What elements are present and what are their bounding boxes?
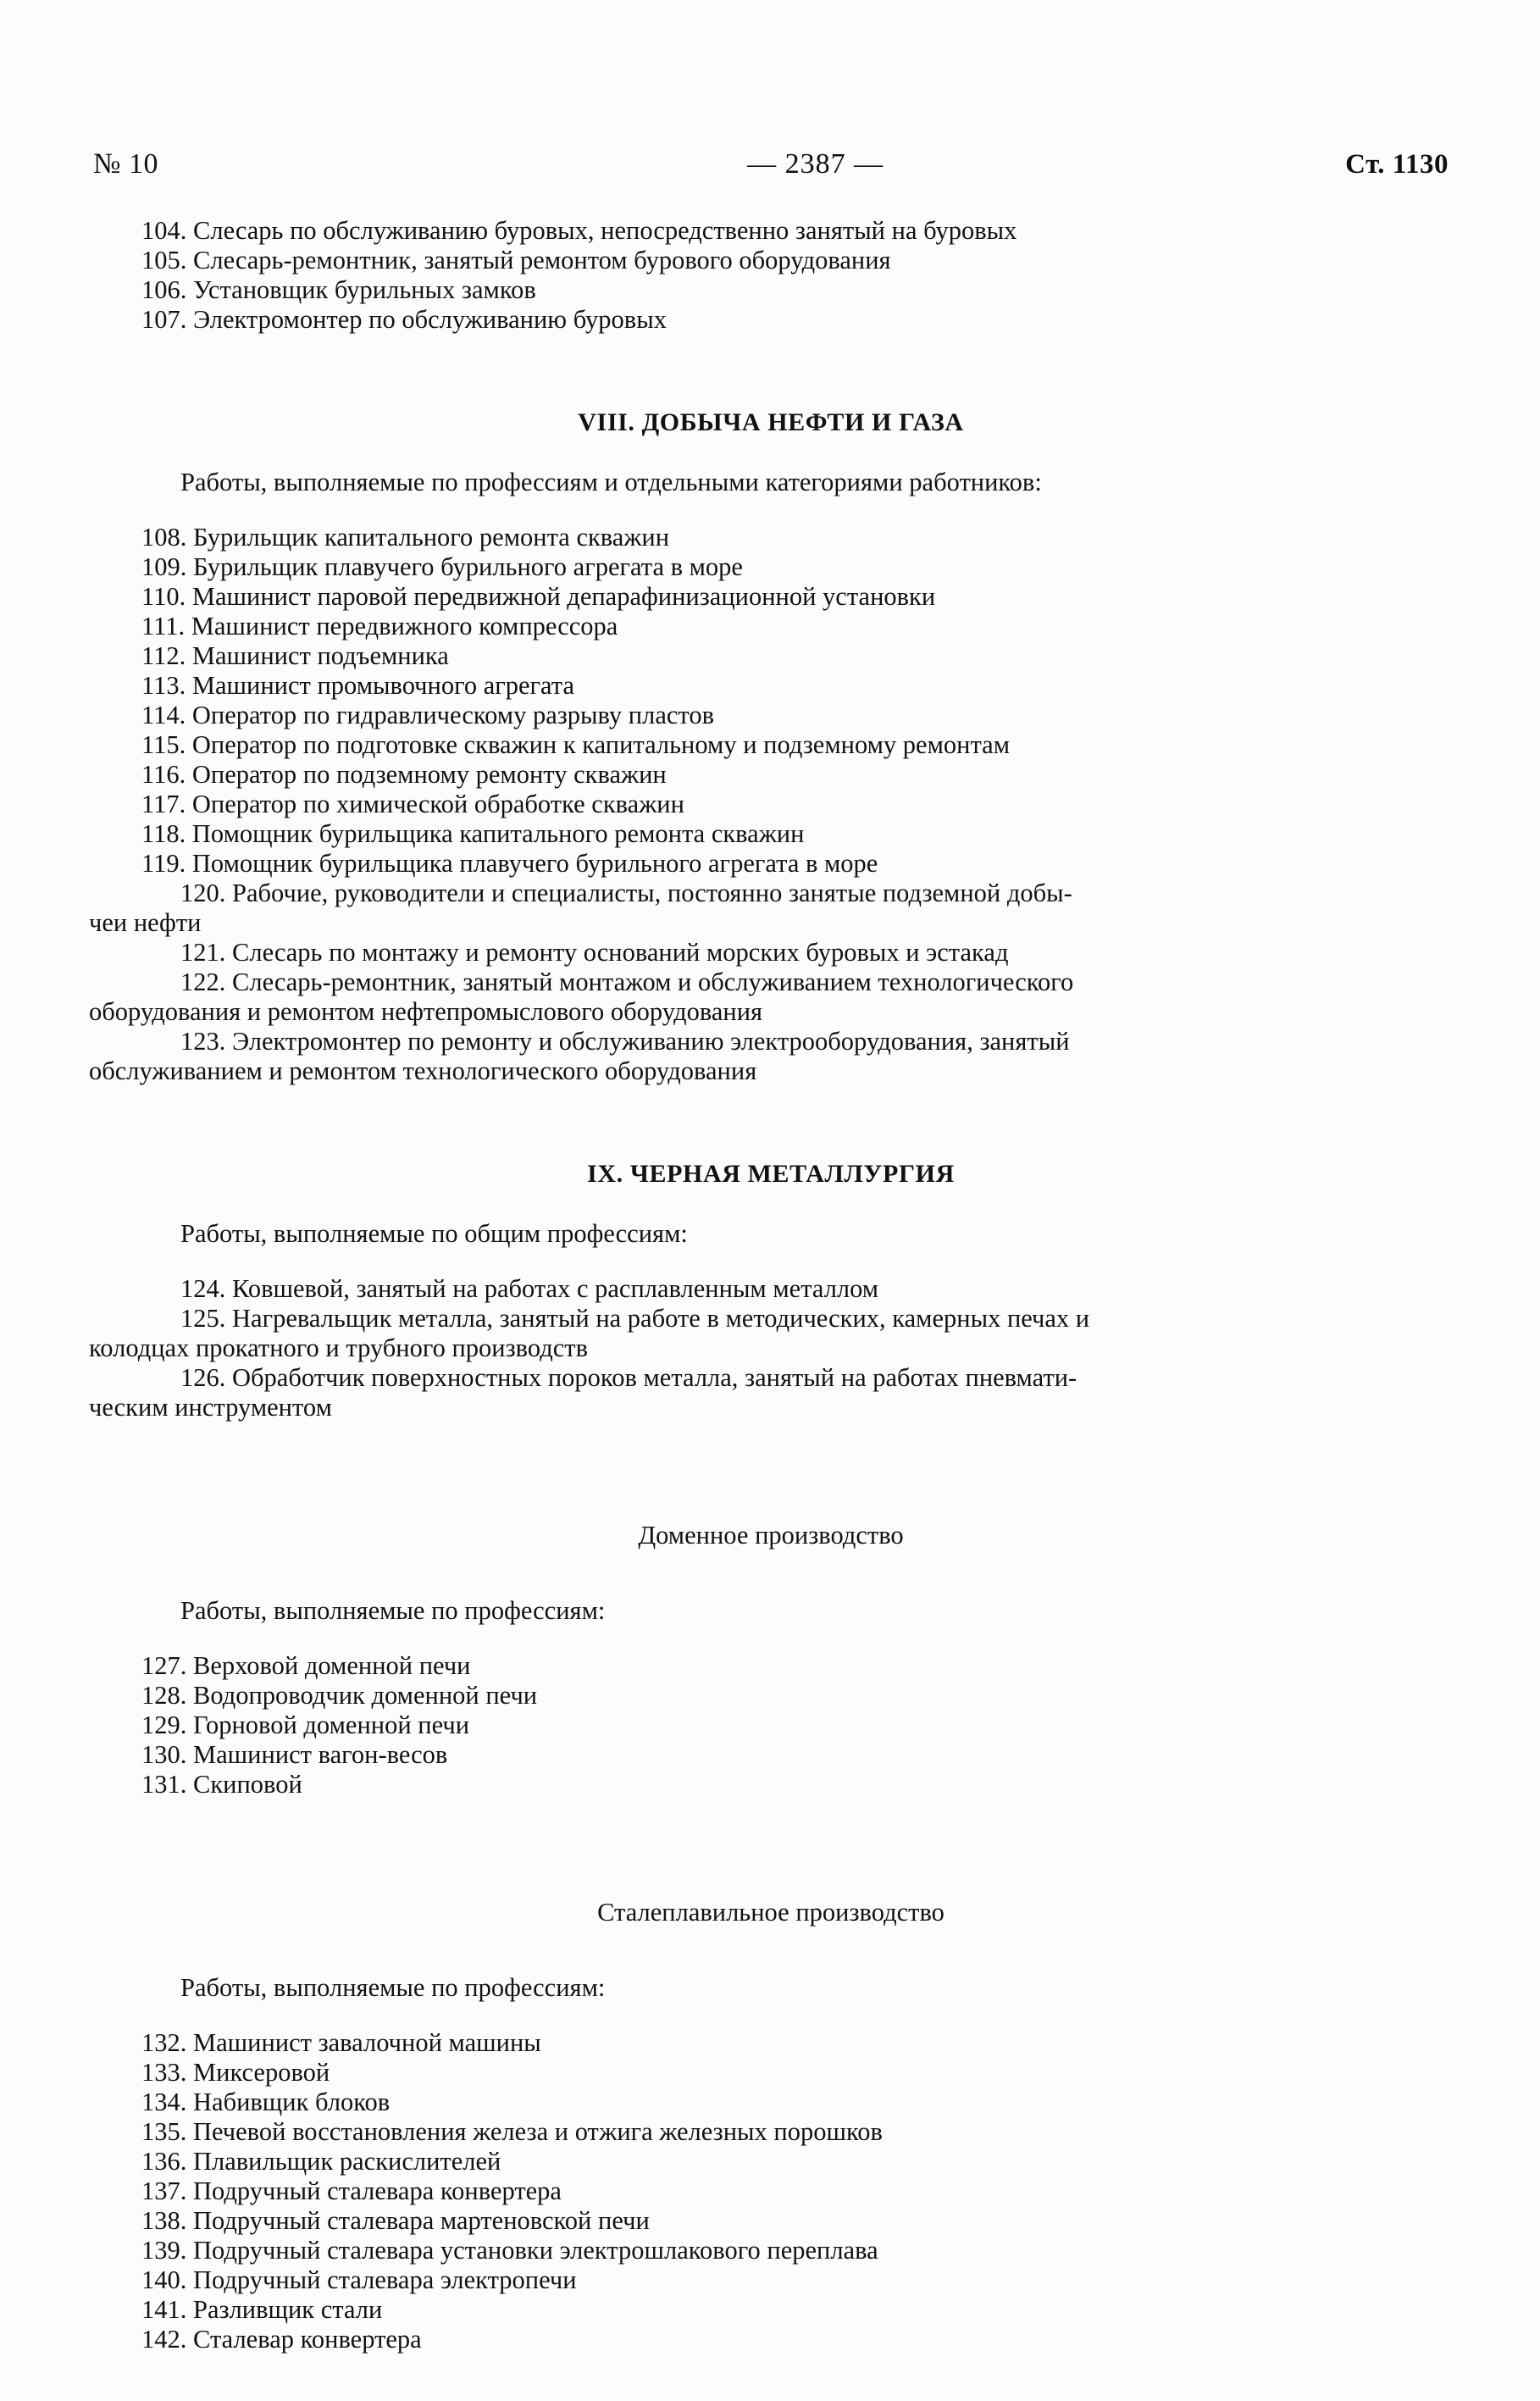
list-item: 134. Набивщик блоков <box>141 2088 391 2116</box>
list-item: 124. Ковшевой, занятый на работах с расплавленным металлом <box>180 1274 879 1303</box>
section-9-intro: Работы, выполняемые по общим профессиям: <box>180 1219 688 1248</box>
list-item: 115. Оператор по подготовке скважин к капитальному и подземному ремонтам <box>141 730 1011 759</box>
list-item: 111. Машинист передвижного компрессора <box>141 612 618 640</box>
list-item: 139. Подручный сталевара установки электрошлакового переплава <box>141 2236 878 2265</box>
list-item: 135. Печевой восстановления железа и отжига железных порошков <box>141 2117 883 2146</box>
list-item: 128. Водопроводчик доменной печи <box>141 1681 538 1710</box>
list-item: 129. Горновой доменной печи <box>141 1711 470 1739</box>
list-item: 140. Подручный сталевара электропечи <box>141 2265 577 2294</box>
subsection-heading-domennoe: Доменное производство <box>638 1521 904 1550</box>
list-item: 118. Помощник бурильщика капитального ремонта скважин <box>141 819 805 848</box>
list-item-continuation: обслуживанием и ремонтом технологического оборудования <box>89 1056 757 1085</box>
list-item: 131. Скиповой <box>141 1770 302 1799</box>
list-item: 114. Оператор по гидравлическому разрыву пластов <box>141 701 714 729</box>
subsection-2-intro: Работы, выполняемые по профессиям: <box>180 1973 606 2002</box>
list-item: 138. Подручный сталевара мартеновской печи <box>141 2206 650 2235</box>
list-item: 126. Обработчик поверхностных пороков металла, занятый на работах пневмати- <box>180 1363 1077 1392</box>
list-item: 127. Верховой доменной печи <box>141 1651 471 1680</box>
list-item: 105. Слесарь-ремонтник, занятый ремонтом бурового оборудования <box>141 246 891 274</box>
list-item: 123. Электромонтер по ремонту и обслуживанию электрооборудования, занятый <box>180 1027 1070 1056</box>
list-item: 112. Машинист подъемника <box>141 641 449 670</box>
list-item: 117. Оператор по химической обработке скважин <box>141 790 684 818</box>
list-item: 142. Сталевар конвертера <box>141 2325 422 2354</box>
list-item: 104. Слесарь по обслуживанию буровых, непосредственно занятый на буровых <box>141 216 1017 245</box>
list-item: 136. Плавильщик раскислителей <box>141 2147 501 2176</box>
list-item: 107. Электромонтер по обслуживанию буровых <box>141 305 667 334</box>
list-item-continuation: чеи нефти <box>89 908 202 937</box>
list-item-continuation: оборудования и ремонтом нефтепромыслового оборудования <box>89 997 763 1026</box>
issue-number: № 10 <box>93 148 158 180</box>
list-item: 120. Рабочие, руководители и специалисты, постоянно занятые подземной добы- <box>180 879 1072 907</box>
page-number: — 2387 — <box>747 148 884 180</box>
section-8-intro: Работы, выполняемые по профессиям и отдельными категориями работников: <box>180 468 1042 496</box>
list-item: 110. Машинист паровой передвижной депарафинизационной установки <box>141 582 936 611</box>
article-number: Ст. 1130 <box>1345 149 1449 180</box>
list-item-continuation: ческим инструментом <box>89 1393 332 1422</box>
body-text <box>89 216 1453 2354</box>
page-content <box>89 148 1453 2354</box>
list-item: 137. Подручный сталевара конвертера <box>141 2176 562 2205</box>
subsection-1-intro: Работы, выполняемые по профессиям: <box>180 1596 606 1625</box>
list-item-continuation: колодцах прокатного и трубного производств <box>89 1334 589 1362</box>
list-item: 106. Установщик бурильных замков <box>141 275 536 304</box>
section-heading-8: VIII. ДОБЫЧА НЕФТИ И ГАЗА <box>578 408 964 436</box>
list-item: 109. Бурильщик плавучего бурильного агрегата в море <box>141 552 743 581</box>
list-item: 119. Помощник бурильщика плавучего бурильного агрегата в море <box>141 849 878 878</box>
list-item: 113. Машинист промывочного агрегата <box>141 671 575 700</box>
list-item: 141. Разливщик стали <box>141 2295 383 2324</box>
list-item: 132. Машинист завалочной машины <box>141 2028 541 2057</box>
list-item: 130. Машинист вагон-весов <box>141 1740 448 1769</box>
list-item: 125. Нагревальщик металла, занятый на работе в методических, камерных печах и <box>180 1304 1090 1333</box>
list-item: 108. Бурильщик капитального ремонта скважин <box>141 523 670 552</box>
list-item: 121. Слесарь по монтажу и ремонту оснований морских буровых и эстакад <box>180 938 1009 967</box>
list-item: 122. Слесарь-ремонтник, занятый монтажом и обслуживанием технологического <box>180 968 1074 996</box>
list-item: 116. Оператор по подземному ремонту скважин <box>141 760 667 789</box>
list-item: 133. Миксеровой <box>141 2058 330 2087</box>
subsection-heading-staleplavilnoe: Сталеплавильное производство <box>597 1898 944 1927</box>
section-heading-9: IX. ЧЕРНАЯ МЕТАЛЛУРГИЯ <box>587 1160 955 1188</box>
running-head <box>89 148 1453 180</box>
